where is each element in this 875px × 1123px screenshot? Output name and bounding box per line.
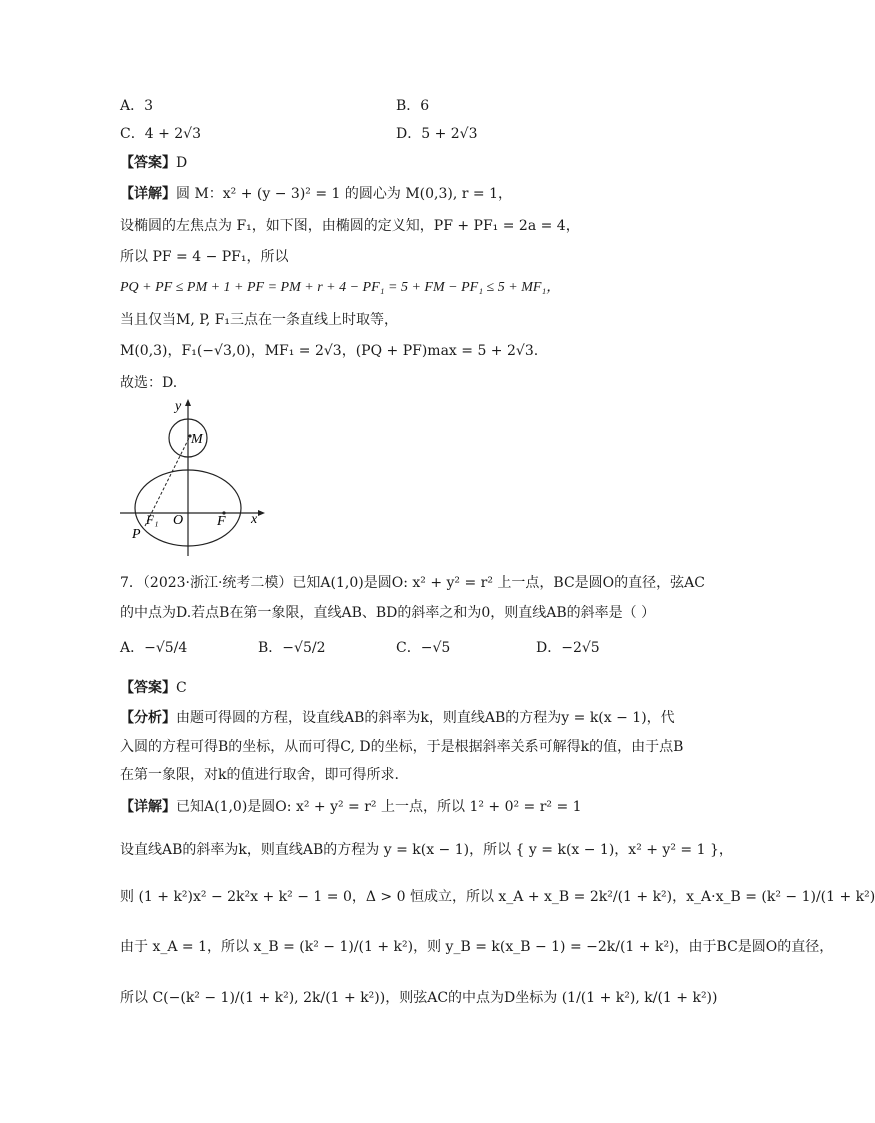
q7-detail-line-2: 设直线AB的斜率为k，则直线AB的方程为 y = k(x − 1)，所以 { y = k(x − 1)，x² + y² = 1 }，: [120, 842, 733, 858]
label-y: y: [175, 399, 182, 414]
ellipse-circle-figure: [118, 396, 268, 558]
label-f: F: [217, 514, 226, 529]
q7-stem-line-1: 7．（2023·浙江·统考二模）已知A(1,0)是圆O: x² + y² = r² 上一点，BC是圆O的直径，弦AC: [120, 575, 705, 591]
q7-answer: [120, 678, 187, 698]
label-m: M: [191, 432, 203, 447]
q7-detail-line-4: 由于 x_A = 1，所以 x_B = (k² − 1)/(1 + k²)，则 y_B = k(x_B − 1) = −2k/(1 + k²)，由于BC是圆O的直径，: [120, 939, 834, 955]
q6-answer: [120, 153, 187, 173]
q7-option-a: A．−√5/4: [120, 640, 188, 656]
q7-detail-line-1: [120, 797, 582, 817]
label-p: P: [132, 527, 141, 542]
q7-option-c: C．−√5: [396, 640, 451, 656]
answer-tag: 【答案】: [120, 155, 176, 171]
q6-option-b: B．6: [396, 98, 430, 114]
q7-detail-line-3: 则 (1 + k²)x² − 2k²x + k² − 1 = 0，Δ > 0 恒成立，所以 x_A + x_B = 2k²/(1 + k²)，x_A·x_B = (k² − 1)/(1 + k²): [120, 889, 875, 905]
q6-detail-line-5: 当且仅当M, P, F₁三点在一条直线上时取等，: [120, 312, 399, 328]
q6-option-c: C．4 + 2√3: [120, 126, 201, 142]
label-o: O: [173, 513, 184, 528]
label-f1: F₁: [146, 512, 159, 527]
q6-detail-line-1: [120, 184, 512, 204]
analysis-text: 由题可得圆的方程，设直线AB的斜率为k，则直线AB的方程为y = k(x − 1)，代: [176, 710, 675, 726]
answer-tag: 【答案】: [120, 680, 176, 696]
detail-text: 圆 M：x² + (y − 3)² = 1 的圆心为 M(0,3), r = 1，: [176, 186, 512, 202]
detail-tag: 【详解】: [120, 186, 176, 202]
q7-stem-line-2: 的中点为D.若点B在第一象限，直线AB、BD的斜率之和为0，则直线AB的斜率是（ ）: [120, 605, 656, 621]
q7-analysis-line-3: 在第一象限，对k的值进行取舍，即可得所求.: [120, 767, 399, 783]
q6-detail-line-2: 设椭圆的左焦点为 F₁，如下图，由椭圆的定义知，PF + PF₁ = 2a = 4，: [120, 218, 580, 234]
q7-option-d: D．−2√5: [536, 640, 600, 656]
answer-value: C: [176, 680, 187, 696]
q6-detail-line-4: PQ + PF ≤ PM + 1 + PF = PM + r + 4 − PF₁ = 5 + FM − PF₁ ≤ 5 + MF₁，: [120, 280, 561, 295]
answer-value: D: [176, 155, 188, 171]
q7-option-b: B．−√5/2: [258, 640, 326, 656]
q6-detail-line-3: 所以 PF = 4 − PF₁，所以: [120, 249, 289, 265]
q7-analysis-line-2: 入圆的方程可得B的坐标，从而可得C, D的坐标，于是根据斜率关系可解得k的值，由于点B: [120, 739, 684, 755]
q6-detail-line-6: M(0,3)，F₁(−√3,0)，MF₁ = 2√3，(PQ + PF)max = 5 + 2√3.: [120, 343, 539, 359]
q6-detail-line-7: 故选：D.: [120, 375, 178, 391]
q7-detail-line-5: 所以 C(−(k² − 1)/(1 + k²), 2k/(1 + k²))，则弦AC的中点为D坐标为 (1/(1 + k²), k/(1 + k²)): [120, 990, 718, 1006]
detail-tag: 【详解】: [120, 799, 176, 815]
label-x: x: [251, 512, 258, 527]
y-axis-arrow: [185, 399, 191, 406]
q6-option-a: A．3: [120, 98, 154, 114]
q6-option-d: D．5 + 2√3: [396, 126, 478, 142]
analysis-tag: 【分析】: [120, 710, 176, 726]
detail-text: 已知A(1,0)是圆O: x² + y² = r² 上一点，所以 1² + 0² = r² = 1: [176, 799, 582, 815]
q7-analysis-line-1: [120, 708, 675, 728]
x-axis-arrow: [258, 510, 265, 516]
